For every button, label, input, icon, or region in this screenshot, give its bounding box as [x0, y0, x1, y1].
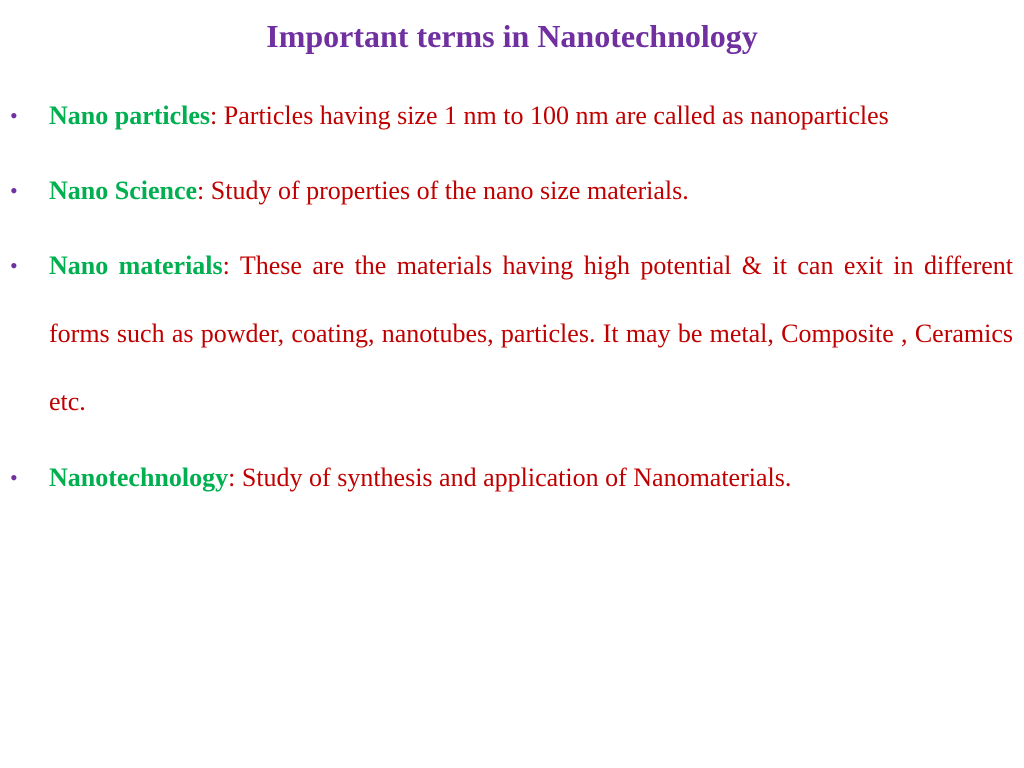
- bullet-icon: •: [10, 178, 18, 203]
- term-label: Nano materials: [49, 251, 223, 280]
- bullet-text: [49, 461, 1013, 495]
- term-separator: :: [228, 463, 236, 492]
- term-definition: Study of synthesis and application of Nanomaterials.: [235, 463, 792, 492]
- term-definition: Study of properties of the nano size materials.: [204, 176, 689, 205]
- bullet-text: [49, 232, 1013, 436]
- bullet-icon: •: [10, 465, 18, 490]
- bullet-icon: •: [10, 103, 18, 128]
- term-label: Nano Science: [49, 176, 198, 205]
- term-separator: :: [197, 176, 205, 205]
- term-label: Nanotechnology: [49, 463, 229, 492]
- term-separator: :: [222, 251, 230, 280]
- term-definition: Particles having size 1 nm to 100 nm are called as nanoparticles: [217, 101, 889, 130]
- page-title: Important terms in Nanotechnology: [266, 18, 758, 54]
- bullet-icon: •: [10, 253, 18, 278]
- bullet-text: [49, 174, 1013, 208]
- term-separator: :: [210, 101, 218, 130]
- bullet-text: [49, 99, 1013, 133]
- term-label: Nano particles: [49, 101, 211, 130]
- term-definition: These are the materials having high potential & it can exit in different forms such as powder, coating, nanotubes, particles. It may be metal, Composite , Ceramics etc.: [49, 251, 1014, 416]
